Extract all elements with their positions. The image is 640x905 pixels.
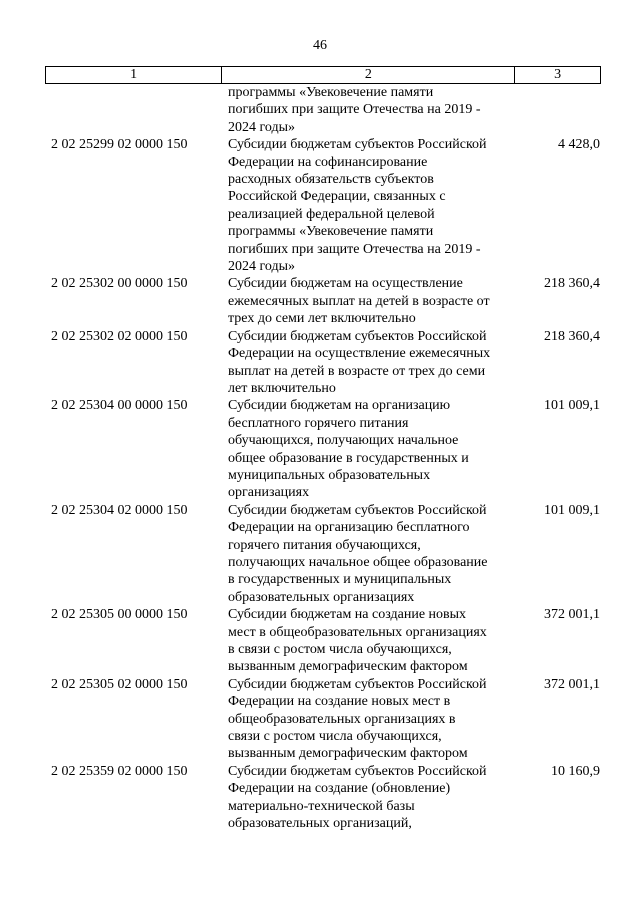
row-description: Субсидии бюджетам на создание новых мест в общеобразовательных организациях в связи с ростом числа обучающихся, вызванным демографическим фактором [228,607,487,675]
row-amount: 372 001,1 [544,607,600,623]
table-header-row [45,66,601,84]
row-code: 2 02 25304 02 0000 150 [51,502,188,518]
row-code: 2 02 25299 02 0000 150 [51,137,188,153]
row-code: 2 02 25359 02 0000 150 [51,763,188,779]
table-row [45,763,601,833]
row-code: 2 02 25305 00 0000 150 [51,607,188,623]
column-header-3: 3 [514,67,600,83]
table-row [45,606,601,676]
budget-table [45,66,601,832]
row-description: Субсидии бюджетам субъектов Российской Федерации на осуществление ежемесячных выплат на детей в возрасте от трех до семи лет включительно [228,328,491,396]
table-row [45,502,601,606]
row-code: 2 02 25302 00 0000 150 [51,276,188,292]
row-description: Субсидии бюджетам субъектов Российской Федерации на создание (обновление) материально-технической базы образовательных организаций, [228,763,487,832]
row-description: Субсидии бюджетам на организацию бесплатного горячего питания обучающихся, получающих начальное общее образование в государственных и муниципальных образовательных организациях [228,398,469,501]
table-row [45,275,601,327]
row-amount: 218 360,4 [544,276,600,292]
row-amount: 101 009,1 [544,398,600,414]
page-number: 46 [313,38,327,53]
table-row [45,397,601,501]
table-row [45,136,601,275]
row-description: Субсидии бюджетам субъектов Российской Федерации на софинансирование расходных обязательств субъектов Российской Федерации, связанных с реализацией федеральной целевой программы «Увековечение памяти погибших при защите Отечества на 2019 - 2024 годы» [228,137,487,275]
row-amount: 372 001,1 [544,676,600,692]
continuation-code-cell [45,84,221,136]
column-header-2: 2 [221,67,514,83]
row-amount: 101 009,1 [544,502,600,518]
row-description: Субсидии бюджетам субъектов Российской Федерации на создание новых мест в общеобразовательных организациях в связи с ростом числа обучающихся, вызванным демографическим фактором [228,676,487,762]
table-row [45,676,601,763]
table-row [45,328,601,398]
row-code: 2 02 25302 02 0000 150 [51,328,188,344]
column-header-1: 1 [130,67,138,82]
row-code: 2 02 25304 00 0000 150 [51,398,188,414]
row-description: Субсидии бюджетам субъектов Российской Федерации на организацию бесплатного горячего питания обучающихся, получающих начальное общее образование в государственных и муниципальных образовательных организациях [228,502,488,605]
row-code: 2 02 25305 02 0000 150 [51,676,188,692]
row-description: Субсидии бюджетам на осуществление ежемесячных выплат на детей в возрасте от трех до семи лет включительно [228,276,490,327]
continuation-amount-cell [515,84,601,136]
row-amount: 4 428,0 [558,137,600,153]
continuation-row [45,84,601,136]
row-amount: 218 360,4 [544,328,600,344]
continuation-description: программы «Увековечение памяти погибших при защите Отечества на 2019 - 2024 годы» [228,85,481,135]
row-amount: 10 160,9 [551,763,600,779]
